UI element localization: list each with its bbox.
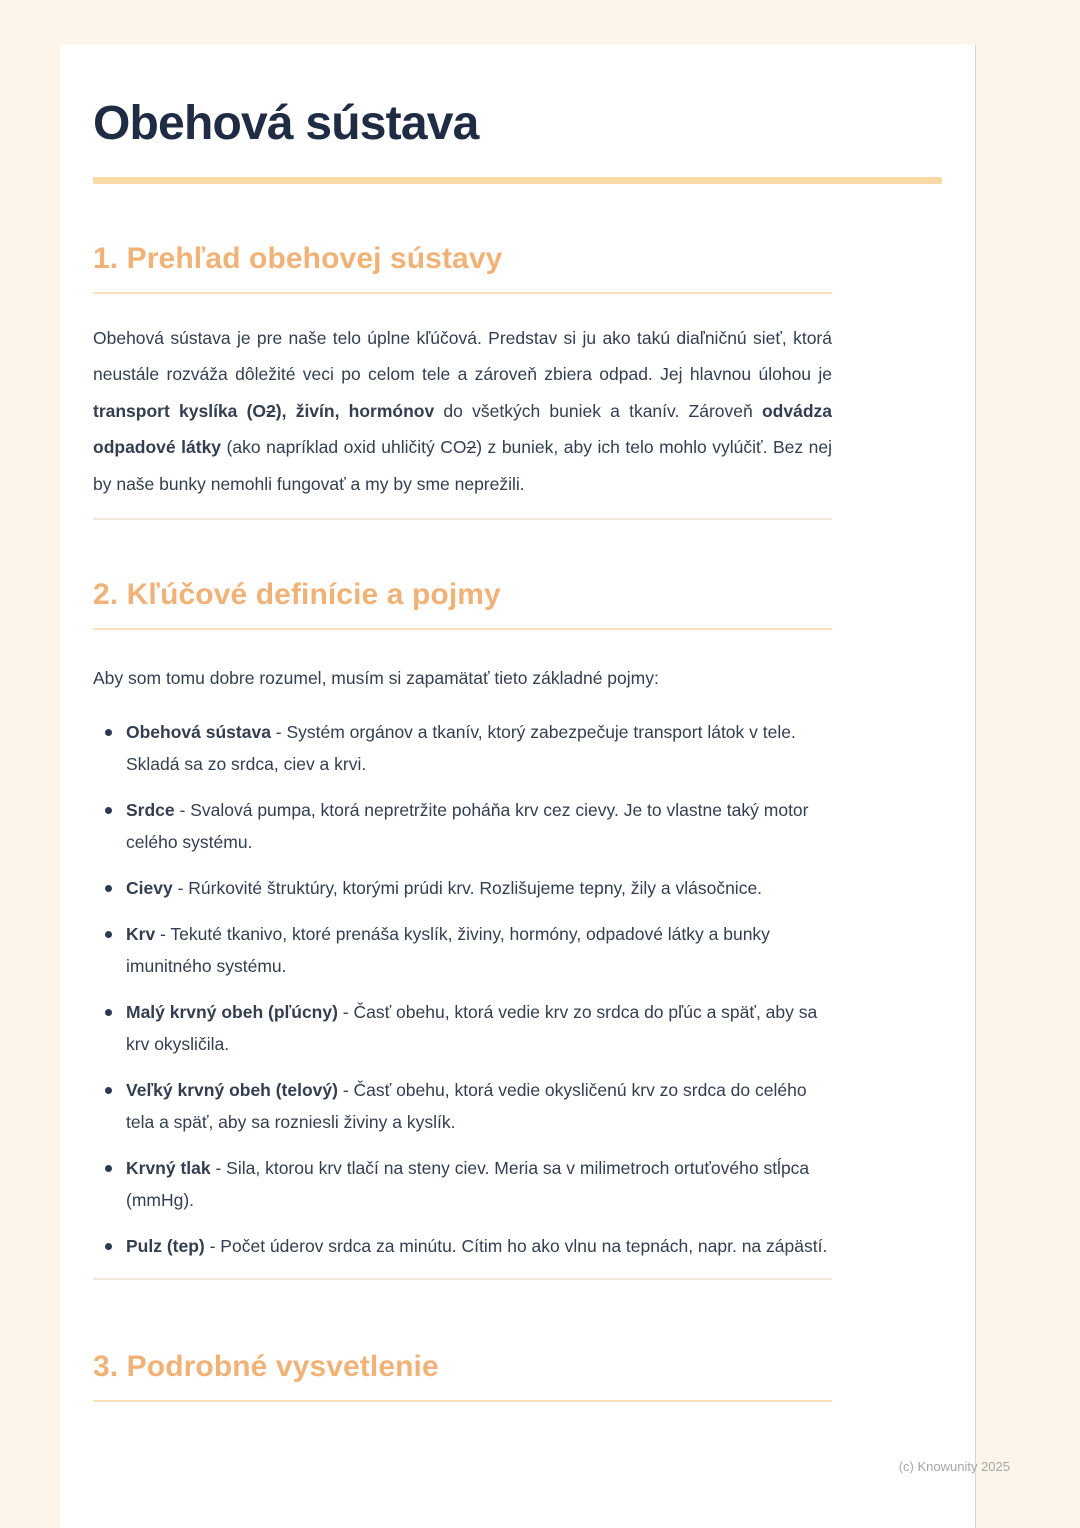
document-card (60, 45, 976, 1528)
text-column (93, 240, 832, 1403)
definition-item (93, 996, 832, 1060)
definition-text: - Tekuté tkanivo, ktoré prenáša kyslík, živiny, hormóny, odpadové látky a bunky imunitného systému. (126, 924, 770, 977)
paragraph-segment: Obehová sústava je pre naše telo úplne kľúčová. Predstav si ju ako takú diaľničnú sieť, ktorá neustále rozváža dôležité veci po celom tele a zároveň zbiera odpad. Jej hlavnou úlohou je (93, 327, 832, 385)
definition-item (93, 794, 832, 858)
definition-item (93, 1230, 832, 1262)
paragraph-segment: odvádza odpadové látky (93, 400, 832, 458)
definition-item (93, 716, 832, 780)
section-3-heading: 3. Podrobné vysvetlenie (93, 1348, 832, 1402)
paragraph-segment: ) z buniek, aby ich telo mohlo vylúčiť. Bez nej by naše bunky nemohli fungovať a my by sme neprežili. (93, 437, 832, 494)
definition-text: - Časť obehu, ktorá vedie okysličenú krv zo srdca do celého tela a späť, aby sa rozniesli živiny a kyslík. (126, 1080, 807, 1133)
definition-term: Krv (126, 924, 156, 945)
definition-term: Krvný tlak (126, 1158, 211, 1179)
paragraph-segment: 2 (266, 400, 276, 421)
paragraph-segment: (ako napríklad oxid uhličitý CO (221, 437, 467, 458)
paragraph-segment: transport kyslíka (O (93, 400, 267, 421)
definition-term: Cievy (126, 878, 173, 899)
definition-term: Srdce (126, 800, 175, 821)
definition-item (93, 872, 832, 904)
definition-text: - Rúrkovité štruktúry, ktorými prúdi krv. Rozlišujeme tepny, žily a vlásočnice. (172, 878, 763, 899)
definition-term: Obehová sústava (126, 722, 271, 743)
paragraph-segment: do všetkých buniek a tkanív. Zároveň (434, 400, 762, 421)
definition-item (93, 1074, 832, 1138)
definition-term: Malý krvný obeh (pľúcny) (126, 1002, 338, 1023)
definition-term: Pulz (tep) (126, 1236, 205, 1257)
definition-text: - Časť obehu, ktorá vedie krv zo srdca do pľúc a späť, aby sa krv okysličila. (126, 1002, 818, 1055)
definition-text: - Svalová pumpa, ktorá nepretržite poháňa krv cez cievy. Je to vlastne taký motor celého systému. (126, 800, 809, 853)
definition-text: - Počet úderov srdca za minútu. Cítim ho ako vlnu na tepnách, napr. na zápästí. (204, 1236, 828, 1257)
definitions-list (93, 716, 832, 1262)
definition-text: - Systém orgánov a tkanív, ktorý zabezpečuje transport látok v tele. Skladá sa zo srdca, ciev a krvi. (126, 722, 796, 775)
overview-paragraph (93, 320, 832, 503)
definition-item (93, 918, 832, 982)
definition-text: - Sila, ktorou krv tlačí na steny ciev. Meria sa v milimetroch ortuťového stĺpca (mmHg). (126, 1158, 810, 1211)
definition-term: Veľký krvný obeh (telový) (126, 1080, 338, 1101)
section-1-heading: 1. Prehľad obehovej sústavy (93, 240, 832, 294)
section-divider-2 (93, 1278, 832, 1280)
section-divider-1 (93, 518, 832, 520)
paragraph-segment: ), živín, hormónov (275, 400, 435, 421)
paragraph-segment: 2 (466, 437, 477, 458)
document-content (60, 45, 975, 1402)
copyright-footer: (c) Knowunity 2025 (898, 1459, 1010, 1474)
page-title: Obehová sústava (93, 97, 479, 150)
section-2-heading: 2. Kľúčové definície a pojmy (93, 576, 832, 630)
title-rule (93, 177, 942, 184)
definitions-intro: Aby som tomu dobre rozumel, musím si zapamätať tieto základné pojmy: (93, 668, 659, 689)
definition-item (93, 1152, 832, 1216)
